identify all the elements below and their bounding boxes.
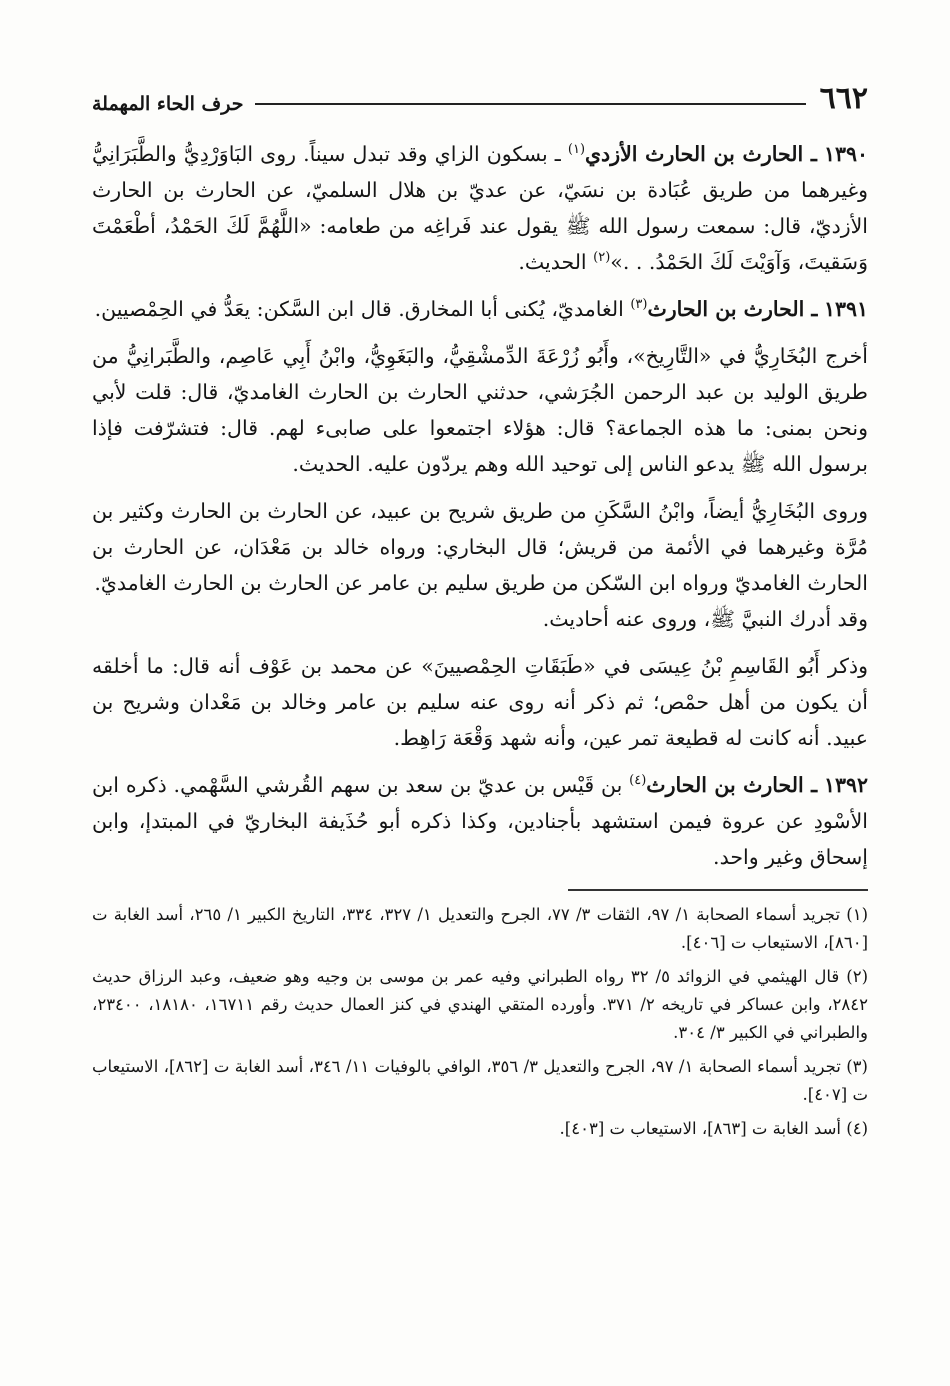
entry-text: بن قَيْس بن عديّ بن سعد بن سهم القُرشي السَّهْمي. ذكره ابن الأسْودِ عن عروة فيمن استشهد بأجنادين، وكذا ذكره أبو حُذَيفة البخاريّ في المبتدإ، وابن إسحاق وغير واحد. — [92, 773, 868, 869]
footnote: (٢) قال الهيثمي في الزوائد ٥/ ٣٢ رواه الطبراني وفيه عمر بن موسى بن وجيه وهو ضعيف، وعبد الرزاق حديث ٢٨٤٢، وابن عساكر في تاريخه ٢/ ٣٧١. وأورده المتقي الهندي في كنز العمال حديث رقم ١٦٧١١، ١٨١٨٠، ٢٣٤٠٠، والطبراني في الكبير ٣/ ٣٠٤. — [92, 966, 868, 1042]
footnote: (٤) أسد الغابة ت [٨٦٣]، الاستيعاب ت [٤٠٣]. — [559, 1118, 868, 1138]
footnotes — [92, 901, 868, 1143]
entry-text: الغامديّ، يُكنى أبا المخارق. قال ابن السَّكن: يعَدُّ في الحِمْصيين. — [94, 297, 631, 321]
page-number: ٦٦٢ — [819, 81, 868, 116]
paragraph: وروى البُخَارِيُّ أيضاً، وابْنُ السَّكَنِ من طريق شريح بن عبيد، عن الحارث بن الحارث وكثير بن مُرَّة وغيرهما في الأئمة من قريش؛ قال البخاري: ورواه خالد بن مَعْدَان، عن الحارث بن الحارث الغامديّ ورواه ابن السّكن من طريق سليم بن عامر عن الحارث بن الحارث الغامديّ. — [92, 499, 868, 595]
entry-name: ـ الحارث بن الحارث الأزدي — [585, 142, 817, 166]
entry-name: ـ الحارث بن الحارث — [647, 297, 818, 321]
entry-number: ١٣٩٢ — [823, 773, 868, 797]
entry-1390 — [92, 136, 868, 280]
paragraph: أخرج البُخَارِيُّ في «التَّارِيخ»، وأَبُو زُرْعَةَ الدِّمشْقِيُّ، والبَغَوِيُّ، وابْنُ أَبِي عَاصِم، والطَّبَرانِيُّ من طريق الوليد بن عبد الرحمن الجُرَشي، حدثني الحارث بن الحارث الغامديّ، قال: قلت لأبي ونحن بمنى: ما هذه الجماعة؟ قال: هؤلاء اجتمعوا على صابىء لهم. قال: فتشرّفت فإذا برسول الله ﷺ يدعو الناس إلى توحيد الله وهم يردّون عليه. الحديث. — [92, 344, 868, 476]
entry-text-tail: الحديث. — [518, 250, 594, 274]
entry-number: ١٣٩٠ — [823, 142, 868, 166]
footnote-ref[interactable]: (١) — [567, 142, 586, 158]
footnote-ref[interactable]: (٢) — [593, 250, 611, 266]
paragraph: وذكر أَبُو القَاسِمِ بْنُ عِيسَى في «طَبَقَاتِ الحِمْصيينَ» عن محمد بن عَوْف أنه قال: ما أخلقه أن يكون من أهل حمْص؛ ثم ذكر أنه روى عنه سليم بن عامر وخالد بن مَعْدان وشريح بن عبيد. أنه كانت له قطيعة تمر عين، وأنه شهد وَقْعَة رَاهِط. — [92, 654, 868, 750]
footnote-ref[interactable]: (٤) — [629, 773, 647, 789]
paragraph: وقد أدرك النبيَّ ﷺ، وروى عنه أحاديث. — [542, 607, 868, 631]
footnote: (١) تجريد أسماء الصحابة ١/ ٩٧، الثقات ٣/ ٧٧، الجرح والتعديل ١/ ٣٢٧، ٣٣٤، التاريخ الكبير ١/ ٢٦٥، أسد الغابة ت [٨٦٠]، الاستيعاب ت [٤٠٦]. — [92, 904, 869, 952]
entry-name: ـ الحارث بن الحارث — [646, 773, 818, 797]
entry-text: ـ بسكون الزاي وقد تبدل سيناً. روى البَاوَرْدِيُّ والطَّبَرَانِيُّ وغيرهما من طريق عُبَادة بن نسَيّ، عن عديّ بن هلال السلميّ، عن الحارث بن الحارث الأزديّ، قال: سمعت رسول الله ﷺ يقول عند فَراغِه من طعامه: «اللَّهُمَّ لَكَ الحَمْدُ، أطْعَمْتَ وَسَقيتَ، وَآوَيْتَ لَكَ الحَمْدُ. . .» — [92, 142, 868, 274]
footnote-ref[interactable]: (٣) — [630, 297, 648, 313]
footnote: (٣) تجريد أسماء الصحابة ١/ ٩٧، الجرح والتعديل ٣/ ٣٥٦، الوافي بالوفيات ١١/ ٣٤٦، أسد الغابة ت [٨٦٢]، الاستيعاب ت [٤٠٧]. — [92, 1056, 868, 1104]
header-rule — [255, 103, 805, 105]
entry-1391 — [92, 291, 868, 327]
main-text — [92, 136, 868, 875]
footnote-divider — [568, 889, 868, 891]
entry-1392 — [92, 767, 868, 875]
entry-number: ١٣٩١ — [823, 297, 868, 321]
page-header — [92, 70, 868, 114]
running-head-title: حرف الحاء المهملة — [92, 93, 244, 115]
